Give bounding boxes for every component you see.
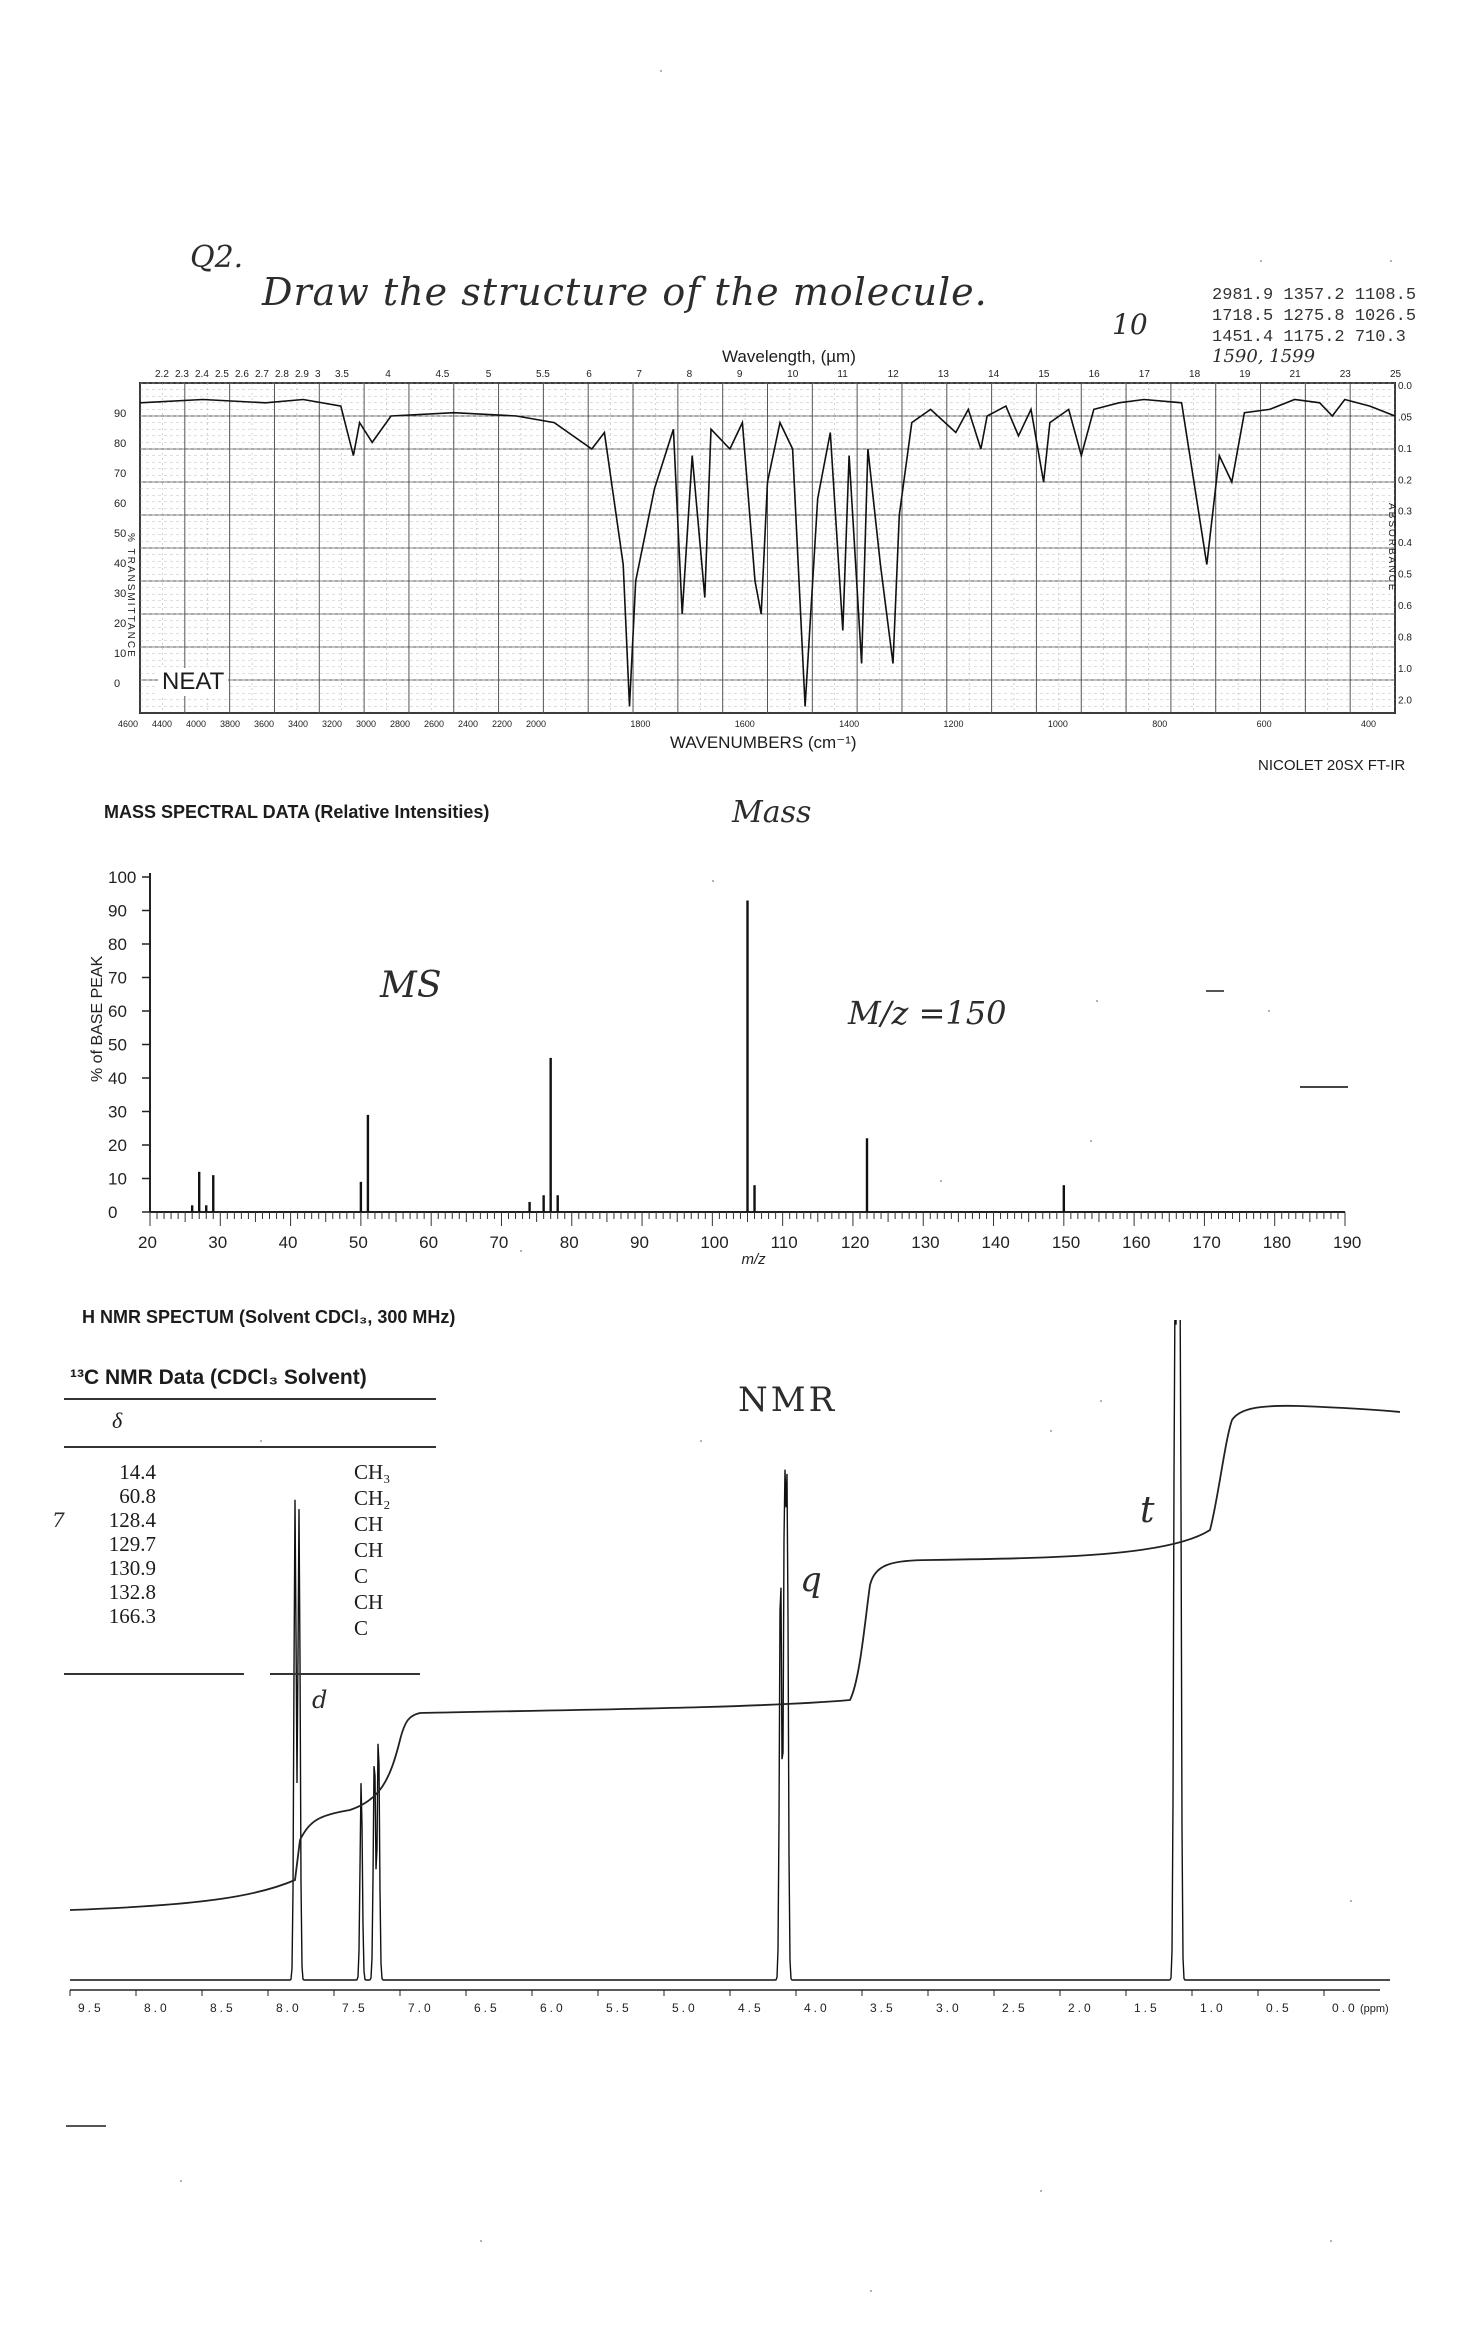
- ir-wavelength-tick: 9: [736, 369, 743, 380]
- ms-y-tick-label: 100: [108, 868, 137, 887]
- hnmr-tick-label: 4.0: [804, 2001, 830, 2015]
- ir-wavenumber-tick: 4000: [186, 719, 207, 729]
- ir-wavenumber-tick: 1400: [839, 719, 860, 729]
- hnmr-mult-d: d: [312, 1686, 328, 1714]
- ir-extra-peaks: 1590, 1599: [1212, 346, 1316, 367]
- ir-wavelength-tick: 4: [385, 369, 391, 380]
- hnmr-mult-q: q: [800, 1560, 822, 1600]
- scan-speck: [260, 1440, 262, 1442]
- scan-speck: [870, 2290, 872, 2292]
- ir-wavelength-tick: 2.8: [275, 369, 289, 380]
- ms-y-tick-label: 30: [108, 1102, 127, 1122]
- ir-wavelength-tick: 2.6: [235, 369, 249, 380]
- hnmr-tick-label: 5.5: [606, 2001, 632, 2015]
- cnmr-row: [84, 1604, 424, 1640]
- ir-wavelength-tick: 12: [887, 369, 899, 380]
- ir-wavenumber-tick: 1600: [734, 719, 755, 729]
- ms-x-tick-label: 50: [348, 1233, 368, 1252]
- ms-x-tick-label: 180: [1262, 1233, 1292, 1252]
- ir-wavelength-tick: 4.5: [435, 369, 450, 380]
- question-points: 10: [1112, 308, 1148, 341]
- ir-wavelength-tick: 15: [1038, 369, 1050, 380]
- cnmr-row: [84, 1532, 424, 1562]
- ir-wavenumber-tick: 3200: [322, 719, 343, 729]
- ir-transmittance-tick: 10: [114, 648, 127, 660]
- cnmr-table: [84, 1460, 424, 1640]
- ir-wavelength-tick: 2.3: [175, 369, 189, 380]
- hnmr-tick-label: 2.5: [1002, 2001, 1028, 2015]
- ir-wavenumber-tick: 600: [1256, 719, 1272, 729]
- cnmr-carbon-type: CH₃: [354, 1460, 391, 1484]
- cnmr-row: [84, 1484, 424, 1508]
- ir-wavenumber-tick: 1800: [630, 719, 651, 729]
- cnmr-shift: 132.8: [108, 1580, 156, 1604]
- ir-transmittance-tick: 70: [114, 468, 127, 480]
- hnmr-tick-label: 6.0: [540, 2001, 566, 2015]
- ir-instrument-label: NICOLET 20SX FT-IR: [1258, 757, 1406, 774]
- ir-wavenumber-tick: 1200: [943, 719, 964, 729]
- ir-wavelength-tick: 21: [1289, 369, 1301, 380]
- ms-y-tick-label: 20: [108, 1136, 127, 1155]
- ir-wavelength-tick: 25: [1390, 369, 1402, 380]
- ir-wavenumber-tick: 3400: [288, 719, 309, 729]
- cnmr-carbon-type: CH: [354, 1590, 384, 1614]
- ir-transmittance-tick: 90: [114, 408, 127, 420]
- ir-transmittance-tick: 50: [114, 528, 127, 540]
- side-dash-2: [1206, 990, 1224, 992]
- scan-speck: [480, 2240, 482, 2242]
- ir-wavelength-tick: 5: [485, 369, 492, 380]
- ms-x-tick-label: 140: [981, 1233, 1010, 1252]
- ir-wavelength-tick: 2.4: [195, 369, 209, 380]
- ms-y-tick-label: 10: [108, 1169, 127, 1189]
- ir-wavenumber-tick: 4400: [152, 719, 173, 729]
- ir-wavenumber-tick: 3600: [254, 719, 275, 729]
- scan-speck: [1268, 1010, 1270, 1012]
- cnmr-rule-bottom-right: [270, 1673, 420, 1675]
- ir-wavelength-tick: 2.9: [295, 369, 309, 380]
- cnmr-row: [84, 1460, 424, 1484]
- ir-wavelength-tick: 5.5: [535, 369, 550, 380]
- ir-wavelength-label: Wavelength, (µm): [722, 347, 856, 366]
- ir-absorbance-tick: 2.0: [1398, 695, 1412, 707]
- scan-speck: [1040, 2190, 1042, 2192]
- ir-wavelength-tick: 7: [636, 369, 642, 380]
- ms-x-tick-label: 110: [770, 1233, 798, 1252]
- cnmr-rule-top: [64, 1398, 436, 1400]
- ir-peak-list: [1212, 285, 1416, 348]
- ms-x-tick-label: 150: [1051, 1233, 1081, 1252]
- ms-y-label: % of BASE PEAK: [89, 955, 106, 1082]
- scan-speck: [700, 1440, 702, 1442]
- ir-wavenumber-tick: 800: [1152, 719, 1168, 729]
- ms-heading: MASS SPECTRAL DATA (Relative Intensities): [104, 802, 490, 822]
- scan-speck: [1350, 1900, 1352, 1902]
- ms-y-tick-label: 90: [108, 901, 127, 921]
- cnmr-row: [84, 1580, 424, 1614]
- hnmr-ppm-label: (ppm): [1360, 2003, 1389, 2015]
- cnmr-rule-bottom: [64, 1673, 244, 1675]
- ms-y-tick-label: 0: [108, 1203, 118, 1222]
- ir-wavelength-tick: 16: [1088, 369, 1100, 380]
- ir-wavelength-tick: 14: [988, 369, 1000, 380]
- ir-wavelength-tick: 17: [1138, 369, 1150, 380]
- cnmr-shift: 129.7: [108, 1532, 156, 1556]
- ir-absorbance-tick: 0.3: [1398, 506, 1412, 518]
- question-text: Draw the structure of the molecule.: [262, 270, 988, 314]
- hnmr-trace: [70, 1320, 1390, 1980]
- hnmr-handwritten-nmr: NMR: [738, 1380, 838, 1420]
- hnmr-mult-t: t: [1140, 1490, 1155, 1531]
- ir-transmittance-tick: 20: [114, 618, 127, 630]
- cnmr-shift: 130.9: [108, 1556, 156, 1580]
- ms-handwritten-mass: Mass: [732, 795, 812, 830]
- scan-speck: [1390, 260, 1392, 262]
- scan-speck: [180, 2180, 182, 2182]
- ir-transmittance-tick: 30: [114, 588, 127, 600]
- ms-x-label: m/z: [741, 1251, 766, 1268]
- hnmr-tick-label: 5.0: [672, 2001, 698, 2015]
- cnmr-row: [84, 1508, 424, 1536]
- ir-absorbance-tick: 0.0: [1398, 381, 1412, 392]
- cnmr-carbon-type: CH₂: [354, 1486, 391, 1510]
- ir-wavelength-tick: 8: [686, 369, 693, 380]
- ir-absorbance-tick: 0.6: [1398, 601, 1412, 612]
- cnmr-rule-mid: [64, 1446, 436, 1448]
- cnmr-shift: 14.4: [119, 1460, 156, 1484]
- scan-speck: [520, 1250, 522, 1252]
- hnmr-tick-label: 1.5: [1134, 2001, 1160, 2015]
- cnmr-carbon-type: CH: [354, 1538, 384, 1562]
- ir-transmittance-tick: 80: [114, 438, 127, 450]
- cnmr-carbon-type: C: [354, 1616, 369, 1640]
- ir-wavelength-tick: 3: [315, 369, 321, 380]
- cnmr-shift: 60.8: [119, 1484, 156, 1508]
- ms-x-tick-label: 100: [700, 1233, 729, 1252]
- ms-x-tick-label: 120: [840, 1233, 870, 1252]
- cnmr-margin-mark: 7: [52, 1508, 65, 1532]
- hnmr-tick-label: 8.0: [144, 2001, 170, 2015]
- ms-x-tick-label: 30: [208, 1233, 228, 1252]
- hnmr-spectrum: [60, 1320, 1430, 2040]
- cnmr-carbon-type: C: [354, 1564, 369, 1588]
- ms-handwritten-mz: M/z =150: [848, 994, 1007, 1032]
- ir-wavelength-tick: 18: [1189, 369, 1201, 380]
- ms-x-tick-label: 40: [278, 1233, 298, 1252]
- ir-wavelength-tick: 23: [1339, 369, 1351, 380]
- hnmr-tick-label: 7.5: [342, 2001, 368, 2015]
- scan-speck: [712, 880, 714, 882]
- ms-y-tick-label: 70: [108, 968, 127, 988]
- cnmr-delta-header: δ: [112, 1408, 123, 1433]
- ir-absorbance-tick: 0.8: [1398, 632, 1412, 644]
- ms-chart: [80, 830, 1380, 1300]
- ms-x-tick-label: 20: [138, 1233, 157, 1252]
- ir-wavenumber-label: WAVENUMBERS (cm⁻¹): [670, 733, 857, 752]
- scan-speck: [1260, 260, 1262, 262]
- ir-transmittance-label: % TRANSMITTANCE: [125, 533, 136, 659]
- ir-wavenumber-tick: 3000: [356, 719, 377, 729]
- ir-wavelength-tick: 2.2: [155, 369, 169, 380]
- ms-x-tick-label: 90: [630, 1233, 649, 1252]
- cnmr-row: [84, 1556, 424, 1588]
- footer-dash: [66, 2125, 106, 2127]
- ir-wavelength-tick: 10: [787, 369, 799, 380]
- ms-x-tick-label: 190: [1333, 1233, 1362, 1252]
- ms-x-tick-label: 60: [419, 1233, 439, 1252]
- cnmr-carbon-type: CH: [354, 1512, 384, 1536]
- hnmr-tick-label: 1.0: [1200, 2001, 1226, 2015]
- ir-wavelength-tick: 2.5: [215, 369, 229, 380]
- ir-absorbance-tick: 0.5: [1398, 569, 1412, 581]
- scan-speck: [660, 70, 662, 72]
- ir-wavelength-tick: 3.5: [335, 369, 349, 380]
- ir-spectrum: [110, 355, 1420, 775]
- ms-x-tick-label: 80: [559, 1233, 579, 1252]
- cnmr-heading: ¹³C NMR Data (CDCl₃ Solvent): [70, 1366, 367, 1389]
- ir-wavenumber-tick: 2800: [390, 719, 411, 729]
- ir-transmittance-tick: 0: [114, 678, 121, 690]
- hnmr-tick-label: 0.0: [1332, 2001, 1358, 2015]
- question-prefix: Q2.: [190, 240, 244, 275]
- cnmr-shift: 166.3: [108, 1604, 156, 1628]
- scan-speck: [1090, 1140, 1092, 1142]
- hnmr-heading: H NMR SPECTUM (Solvent CDCl₃, 300 MHz): [82, 1307, 456, 1327]
- ir-absorbance-tick: 0.4: [1398, 538, 1412, 550]
- ms-handwritten-ms: MS: [380, 965, 442, 1006]
- ms-y-tick-label: 80: [108, 935, 127, 954]
- ir-wavelength-tick: 19: [1239, 369, 1251, 380]
- ms-x-tick-label: 160: [1122, 1233, 1151, 1252]
- ir-wavenumber-tick: 2400: [458, 719, 479, 729]
- ir-transmittance-tick: 40: [114, 558, 127, 570]
- side-dash: [1300, 1086, 1348, 1088]
- ms-y-tick-label: 60: [108, 1002, 127, 1021]
- hnmr-tick-label: 3.0: [936, 2001, 962, 2015]
- ms-y-tick-label: 40: [108, 1069, 127, 1088]
- ir-sample-label: NEAT: [158, 668, 228, 696]
- ir-wavenumber-tick: 4600: [118, 719, 139, 729]
- scan-speck: [1096, 1000, 1098, 1002]
- ir-absorbance-tick: 0.2: [1398, 475, 1412, 487]
- ms-x-tick-label: 170: [1192, 1233, 1221, 1252]
- hnmr-tick-label: 3.5: [870, 2001, 896, 2015]
- ir-peak-row: 1718.5 1275.8 1026.5: [1212, 307, 1417, 326]
- ir-wavenumber-tick: 2200: [492, 719, 513, 729]
- hnmr-tick-label: 6.5: [474, 2001, 500, 2015]
- scan-speck: [940, 1180, 942, 1182]
- ir-wavenumber-tick: 2000: [526, 719, 547, 729]
- ir-wavenumber-tick: 3800: [220, 719, 241, 729]
- ir-absorbance-tick: 1.0: [1398, 663, 1412, 675]
- hnmr-tick-label: 7.0: [408, 2001, 434, 2015]
- ir-absorbance-tick: .05: [1398, 412, 1412, 424]
- ir-wavenumber-tick: 2600: [424, 719, 445, 729]
- ir-absorbance-label: ABSORBANCE: [1386, 503, 1397, 593]
- ir-peak-row: 1451.4 1175.2 710.3: [1212, 328, 1406, 347]
- hnmr-tick-label: 0.5: [1266, 2001, 1292, 2015]
- hnmr-tick-label: 8.5: [210, 2001, 236, 2015]
- ir-transmittance-tick: 60: [114, 498, 127, 510]
- ir-absorbance-tick: 0.1: [1398, 443, 1412, 455]
- ms-x-tick-label: 70: [489, 1233, 509, 1252]
- ir-wavelength-tick: 13: [937, 369, 949, 380]
- hnmr-tick-label: 9.5: [78, 2001, 104, 2015]
- scan-speck: [1100, 1400, 1102, 1402]
- hnmr-tick-label: 8.0: [276, 2001, 302, 2015]
- ms-y-tick-label: 50: [108, 1035, 127, 1055]
- ir-wavelength-tick: 11: [837, 369, 848, 380]
- ir-wavenumber-tick: 400: [1361, 719, 1377, 729]
- scan-speck: [1330, 2240, 1332, 2242]
- ir-wavenumber-tick: 1000: [1047, 719, 1068, 729]
- ir-peak-row: 2981.9 1357.2 1108.5: [1212, 286, 1417, 305]
- hnmr-tick-label: 2.0: [1068, 2001, 1094, 2015]
- cnmr-shift: 128.4: [108, 1508, 156, 1532]
- hnmr-tick-label: 4.5: [738, 2001, 764, 2015]
- ir-wavelength-tick: 2.7: [255, 369, 269, 380]
- ir-wavelength-tick: 6: [586, 369, 592, 380]
- scan-speck: [1050, 1430, 1052, 1432]
- ms-x-tick-label: 130: [911, 1233, 940, 1252]
